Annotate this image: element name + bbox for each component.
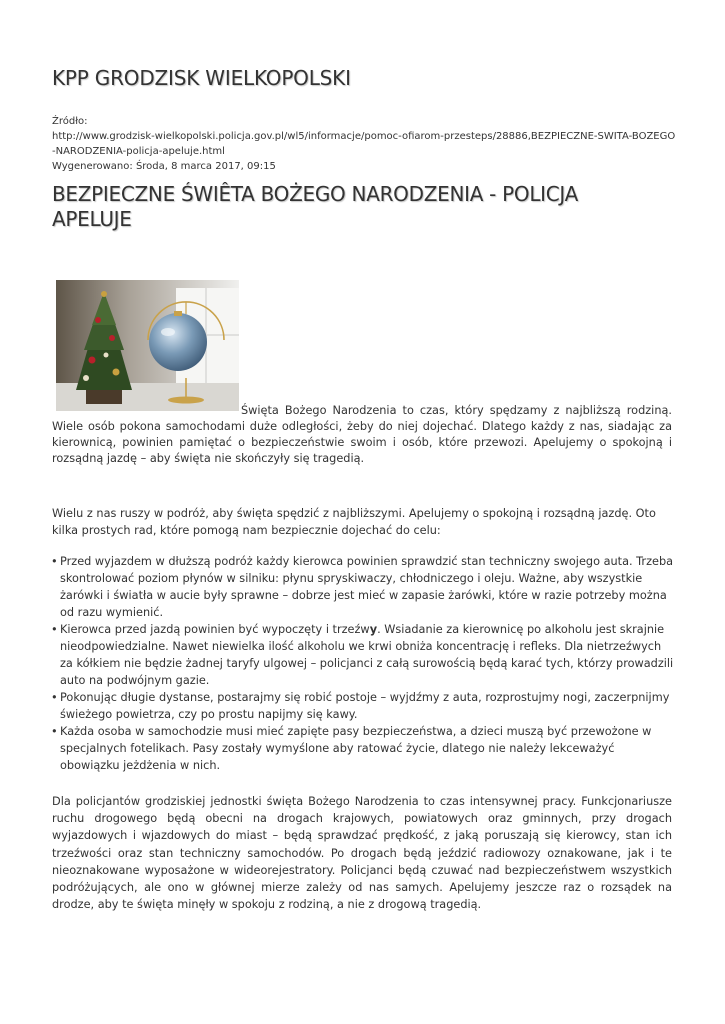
generated-timestamp: Wygenerowano: Środa, 8 marca 2017, 09:15 <box>52 161 276 172</box>
site-title: KPP GRODZISK WIELKOPOLSKI <box>52 66 351 90</box>
article-lead <box>52 403 672 467</box>
safety-tips-list <box>52 553 677 774</box>
list-item <box>52 723 677 774</box>
list-item <box>52 553 677 621</box>
source-url[interactable]: http://www.grodzisk-wielkopolski.policja.gov.pl/wl5/informacje/pomoc-ofiarom-przesteps/28886,BEZPIECZNE-SWITA-BOZEGO <box>52 131 676 142</box>
document-meta <box>52 114 677 174</box>
article-title: BEZPIECZNE ŚWIÊTA BOŻEGO NARODZENIA - POLICJA APELUJE <box>52 182 579 231</box>
list-item <box>52 689 677 723</box>
list-item-bold-text: y <box>369 623 378 636</box>
list-item-text: Każda osoba w samochodzie musi mieć zapięte pasy bezpieczeństwa, a dzieci muszą być przewożone w specjalnych fotelikach. Pasy zostały wymyślone aby ratować życie, dlatego nie należy lekceważyć obowiązku jeżdżenia w nich. <box>60 725 652 772</box>
bullet-icon: • <box>51 725 58 738</box>
list-item-text: Kierowca przed jazdą powinien być wypoczęty i trzeźw <box>60 623 370 636</box>
lead-text: Święta Bożego Narodzenia to czas, który spędzamy z najbliższą rodziną. Wiele osób pokona samochodami duże odległości, żeby do niej dojechać. Dlatego każdy z nas, siadając za kierownicą, powinien pamiętać o bezpieczeństwie swoim i osób, które przewozi. Apelujemy o spokojną i rozsądną jazdę – aby święta nie skończyły się tragedią. <box>52 404 672 465</box>
article-closing: Dla policjantów grodziskiej jednostki święta Bożego Narodzenia to czas intensywnej pracy. Funkcjonariusze ruchu drogowego będą obecni na drogach krajowych, powiatowych oraz gminnych, przy drogach wyjazdowych i wjazdowych do miast – będą sprawdzać prędkość, z jaką poruszają się kierowcy, stan ich trzeźwości oraz stan techniczny samochodów. Po drogach będą jeździć radiowozy oznakowane, jak i te nieoznakowane wyposażone w wideorejestratory. Policjanci będą czuwać nad bezpieczeństwem wszystkich podróżujących, ale ono w głównej mierze zależy od nas samych. Apelujemy jeszcze raz o rozsądek na drodze, aby te święta minęły w spokoju z rodziną, a nie z drogową tragedią. <box>52 795 672 912</box>
source-label: Źródło: <box>52 116 88 127</box>
list-item-text: Pokonując długie dystanse, postarajmy się robić postoje – wyjdźmy z auta, rozprostujmy nogi, zaczerpnijmy świeżego powietrza, czy po prostu napijmy się kawy. <box>60 691 670 721</box>
bullet-icon: • <box>51 691 58 704</box>
article-intro: Wielu z nas ruszy w podróż, aby święta spędzić z najbliższymi. Apelujemy o spokojną i rozsądną jazdę. Oto kilka prostych rad, które pomogą nam bezpiecznie dojechać do celu: <box>52 507 656 537</box>
christmas-tree-and-bauble-photo <box>56 280 239 411</box>
list-item <box>52 621 677 689</box>
list-item-text: . Wsiadanie za kierownicę po alkoholu jest skrajnie nieodpowiedzialne. Nawet niewielka ilość alkoholu we krwi obniża koncentrację i refleks. Dla nietrzeźwych za kółkiem nie będzie żadnej taryfy ulgowej – policjanci z całą surowością będą karać tych, którzy prowadzili auto na podwójnym gazie. <box>60 623 674 687</box>
bullet-icon: • <box>51 623 58 636</box>
list-item-text: Przed wyjazdem w dłuższą podróż każdy kierowca powinien sprawdzić stan techniczny swojego auta. Trzeba skontrolować poziom płynów w silniku: płynu spryskiwaczy, chłodniczego i oleju. Ważne, aby wszystkie żarówki i światła w aucie były sprawne – dobrze jest mieć w zapasie żarówki, które w razie potrzeby można od razu wymienić. <box>60 555 674 619</box>
bullet-icon: • <box>51 555 58 568</box>
source-url-continued[interactable]: -NARODZENIA-policja-apeluje.html <box>52 146 225 157</box>
